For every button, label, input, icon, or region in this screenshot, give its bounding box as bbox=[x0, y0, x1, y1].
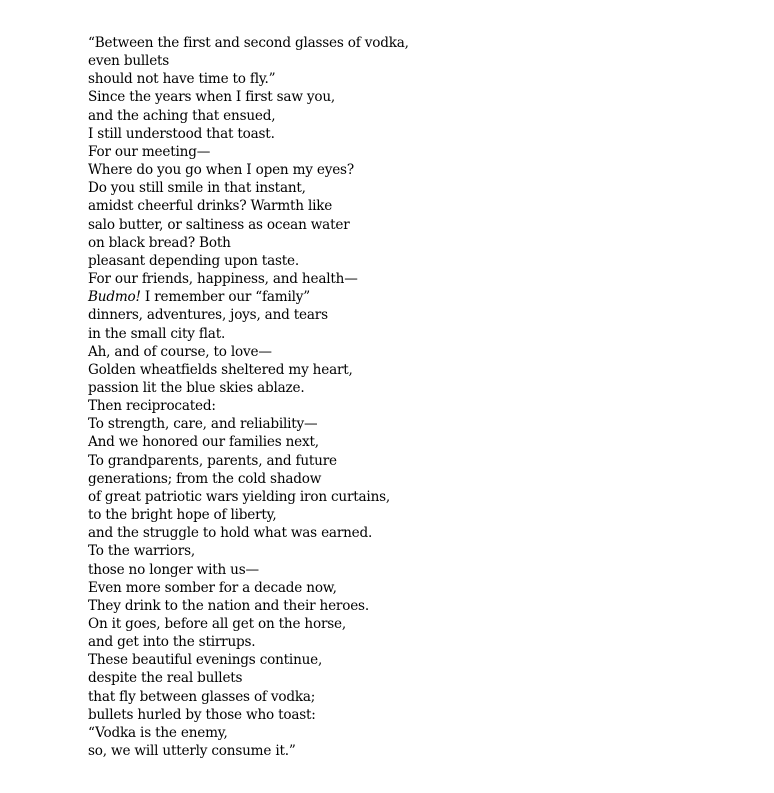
poem-line bbox=[88, 288, 409, 306]
poem-line-text: Since the years when I first saw you, bbox=[88, 89, 336, 106]
poem-line-text: so, we will utterly consume it.” bbox=[88, 743, 296, 760]
poem-line-text: And we honored our families next, bbox=[88, 434, 319, 451]
poem-line-text: For our friends, happiness, and health— bbox=[88, 271, 358, 288]
poem-line-text: on black bread? Both bbox=[88, 234, 231, 251]
poem-line-text: bullets hurled by those who toast: bbox=[88, 706, 316, 723]
poem-line-text: should not have time to fly.” bbox=[88, 71, 276, 88]
poem-line bbox=[88, 615, 409, 633]
poem-line bbox=[88, 161, 409, 179]
poem-line-text: Where do you go when I open my eyes? bbox=[88, 162, 354, 179]
poem-line-text: and the aching that ensued, bbox=[88, 107, 276, 124]
poem-line-text: in the small city flat. bbox=[88, 325, 226, 342]
poem-line bbox=[88, 325, 409, 343]
poem-line-text: even bullets bbox=[88, 53, 170, 70]
poem-line bbox=[88, 706, 409, 724]
poem-line bbox=[88, 361, 409, 379]
poem-line bbox=[88, 688, 409, 706]
poem-line-italic-word: Budmo! bbox=[88, 289, 141, 306]
poem-line-text: They drink to the nation and their heroes. bbox=[88, 597, 369, 614]
poem-line-text: Golden wheatfields sheltered my heart, bbox=[88, 361, 353, 378]
poem-line-text: pleasant depending upon taste. bbox=[88, 252, 299, 269]
poem-line bbox=[88, 669, 409, 687]
poem-line bbox=[88, 597, 409, 615]
poem-line-text: These beautiful evenings continue, bbox=[88, 652, 323, 669]
poem-line bbox=[88, 34, 409, 52]
poem-line-text: despite the real bullets bbox=[88, 670, 243, 687]
poem-line bbox=[88, 179, 409, 197]
poem-line bbox=[88, 197, 409, 215]
poem-line-text: I still understood that toast. bbox=[88, 125, 275, 142]
poem-line-text: To strength, care, and reliability— bbox=[88, 416, 318, 433]
poem-line-text: For our meeting— bbox=[88, 143, 211, 160]
poem-line-text: and get into the stirrups. bbox=[88, 634, 256, 651]
poem-line-text: To grandparents, parents, and future bbox=[88, 452, 337, 469]
poem-line-text: Then reciprocated: bbox=[88, 398, 216, 415]
poem-line-text: To the warriors, bbox=[88, 543, 195, 560]
poem-line-text: amidst cheerful drinks? Warmth like bbox=[88, 198, 333, 215]
poem-line bbox=[88, 252, 409, 270]
poem-line bbox=[88, 561, 409, 579]
poem-line bbox=[88, 633, 409, 651]
poem-body bbox=[88, 34, 409, 760]
poem-line-text: On it goes, before all get on the horse, bbox=[88, 616, 347, 632]
poem-line bbox=[88, 470, 409, 488]
poem-line-text: I remember our “family” bbox=[140, 289, 311, 306]
poem-line bbox=[88, 306, 409, 324]
poem-line-text: Do you still smile in that instant, bbox=[88, 180, 306, 197]
poem-line bbox=[88, 542, 409, 560]
poem-line-text: those no longer with us— bbox=[88, 561, 259, 578]
poem-line-text: passion lit the blue skies ablaze. bbox=[88, 379, 305, 396]
poem-line bbox=[88, 52, 409, 70]
poem-line bbox=[88, 579, 409, 597]
poem-line-text: “Vodka is the enemy, bbox=[88, 724, 228, 741]
poem-line bbox=[88, 724, 409, 742]
poem-line bbox=[88, 343, 409, 361]
poem-line bbox=[88, 488, 409, 506]
poem-line-text: generations; from the cold shadow bbox=[88, 470, 322, 487]
poem-line bbox=[88, 415, 409, 433]
poem-line bbox=[88, 88, 409, 106]
poem-line bbox=[88, 379, 409, 397]
poem-line-text: salo butter, or saltiness as ocean water bbox=[88, 216, 350, 233]
poem-line bbox=[88, 216, 409, 234]
poem-line bbox=[88, 234, 409, 252]
poem-line-text: dinners, adventures, joys, and tears bbox=[88, 307, 328, 324]
poem-line-text: Even more somber for a decade now, bbox=[88, 579, 337, 596]
poem-line-text: “Between the first and second glasses of vodka, bbox=[88, 35, 409, 51]
poem-line bbox=[88, 143, 409, 161]
poem-line bbox=[88, 270, 409, 288]
poem-line bbox=[88, 452, 409, 470]
poem-line-text: and the struggle to hold what was earned. bbox=[88, 525, 373, 542]
poem-line bbox=[88, 70, 409, 88]
poem-line bbox=[88, 125, 409, 143]
poem-line bbox=[88, 433, 409, 451]
poem-line-text: of great patriotic wars yielding iron curtains, bbox=[88, 488, 391, 505]
poem-line-text: Ah, and of course, to love— bbox=[88, 343, 272, 360]
poem-line bbox=[88, 742, 409, 760]
poem-line bbox=[88, 397, 409, 415]
poem-line bbox=[88, 524, 409, 542]
poem-line-text: that fly between glasses of vodka; bbox=[88, 688, 316, 705]
poem-line-text: to the bright hope of liberty, bbox=[88, 507, 277, 524]
poem-line bbox=[88, 651, 409, 669]
poem-line bbox=[88, 506, 409, 524]
poem-line bbox=[88, 107, 409, 125]
